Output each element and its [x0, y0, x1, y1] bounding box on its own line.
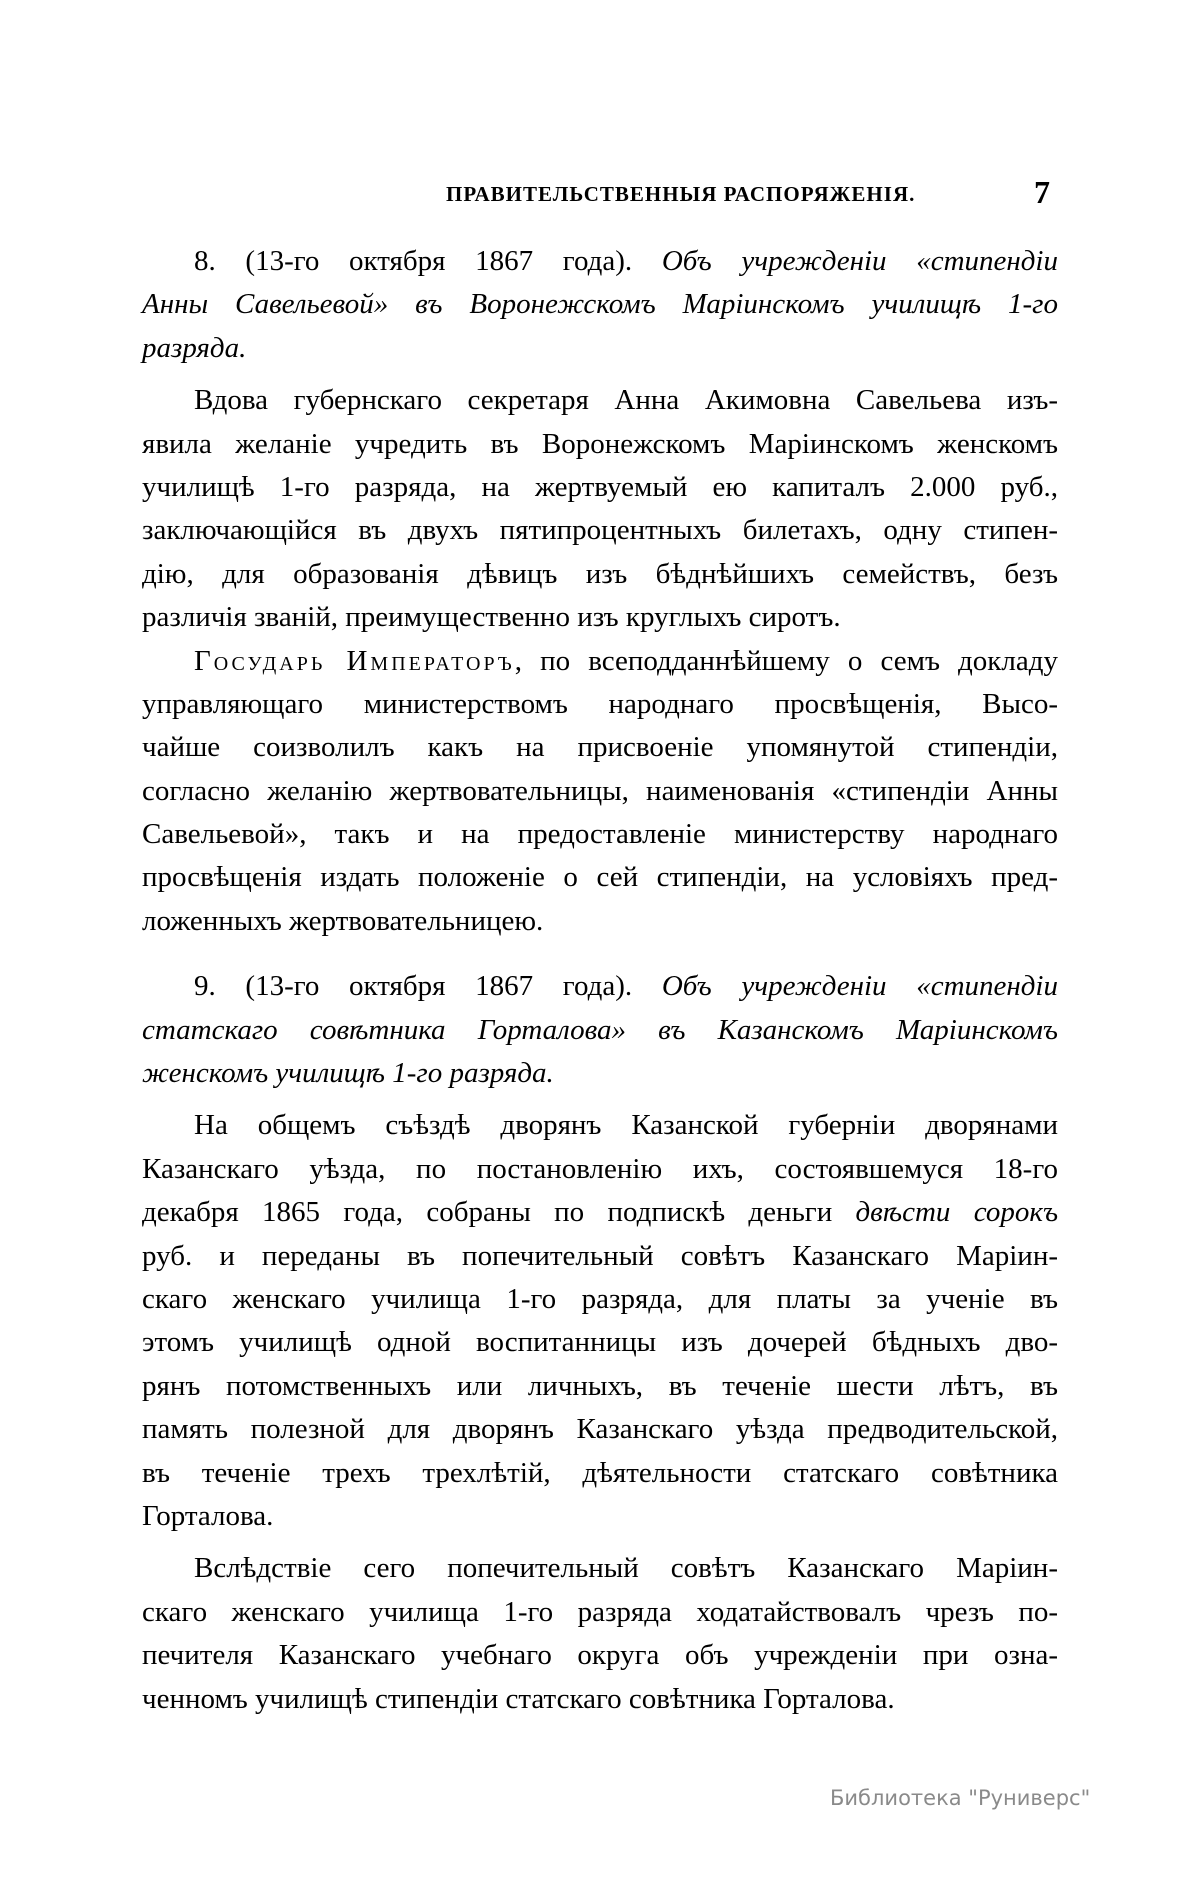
italic-text: Анны Савельевой» въ Воронежскомъ Маріинскомъ училищѣ 1-го	[142, 288, 1058, 321]
text-line	[142, 240, 1058, 283]
italic-text: женскомъ училищѣ 1-го разряда.	[142, 1057, 554, 1090]
text-segment: 8. (13-го октября 1867 года).	[194, 245, 662, 277]
body-paragraph	[142, 1547, 1058, 1721]
text-line	[142, 900, 1058, 943]
text-segment: дію, для образованія дѣвицъ изъ бѣднѣйшихъ семействъ, безъ	[142, 557, 1058, 590]
text-line	[142, 640, 1058, 683]
text-segment: Горталова.	[142, 1499, 274, 1532]
body-paragraph	[142, 640, 1058, 944]
library-watermark: Библиотека "Руниверс"	[830, 1786, 1091, 1810]
text-column	[142, 240, 1058, 1721]
text-segment: управляющаго министерствомъ народнаго просвѣщенія, Высо-	[142, 687, 1058, 720]
text-segment: 9. (13-го октября 1867 года).	[194, 970, 662, 1003]
italic-text: Объ учрежденіи «стипендіи	[661, 970, 1058, 1003]
text-segment: этомъ училищѣ одной воспитанницы изъ дочерей бѣдныхъ дво-	[142, 1326, 1058, 1359]
decree-heading	[142, 240, 1058, 370]
italic-text: Объ учрежденіи «стипендіи	[661, 245, 1058, 277]
text-segment: рянъ потомственныхъ или личныхъ, въ теченіе шести лѣтъ, въ	[142, 1369, 1058, 1402]
text-segment: скаго женскаго училища 1-го разряда ходатайствовалъ чрезъ по-	[142, 1595, 1058, 1628]
text-line	[142, 1547, 1058, 1590]
text-line	[142, 1052, 1058, 1095]
text-line	[142, 1321, 1058, 1364]
text-segment: скаго женскаго училища 1-го разряда, для платы за ученіе въ	[142, 1282, 1058, 1315]
text-segment: въ теченіе трехъ трехлѣтій, дѣятельности статскаго совѣтника	[142, 1456, 1058, 1489]
text-line	[142, 553, 1058, 596]
text-segment: руб. и переданы въ попечительный совѣтъ Казанскаго Маріин-	[142, 1239, 1058, 1272]
text-line	[142, 856, 1058, 899]
text-line	[142, 813, 1058, 856]
text-segment: чайше соизволилъ какъ на присвоеніе упомянутой стипендіи,	[142, 731, 1058, 764]
text-segment: согласно желанію жертвовательницы, наименованія «стипендіи Анны	[142, 774, 1058, 807]
text-line	[142, 1408, 1058, 1451]
italic-text: статскаго совѣтника Горталова» въ Казанскомъ Маріинскомъ	[142, 1013, 1058, 1046]
text-line	[142, 1365, 1058, 1408]
text-segment: Вслѣдствіе сего попечительный совѣтъ Казанскаго Маріин-	[194, 1552, 1058, 1585]
text-segment: Савельевой», такъ и на предоставленіе министерству народнаго	[142, 818, 1058, 851]
page-number: 7	[1034, 174, 1050, 210]
text-line	[142, 770, 1058, 813]
text-line	[142, 423, 1058, 466]
text-segment: память полезной для дворянъ Казанскаго уѣзда предводительской,	[142, 1413, 1058, 1446]
text-segment: различія званій, преимущественно изъ круглыхъ сиротъ.	[142, 601, 841, 634]
text-line	[142, 1104, 1058, 1147]
text-segment: Государь Императоръ	[194, 644, 515, 677]
text-segment: Казанскаго уѣзда, по постановленію ихъ, состоявшемуся 18-го	[142, 1152, 1058, 1185]
italic-text: двѣсти сорокъ	[855, 1196, 1058, 1229]
text-line	[142, 1591, 1058, 1634]
text-line	[142, 1148, 1058, 1191]
text-line	[142, 1452, 1058, 1495]
body-paragraph	[142, 1104, 1058, 1538]
text-line	[142, 965, 1058, 1008]
text-segment: ложенныхъ жертвовательницею.	[142, 904, 544, 937]
text-line	[142, 1495, 1058, 1538]
italic-text: разряда.	[142, 331, 247, 364]
text-line	[142, 1278, 1058, 1321]
text-segment: явила желаніе учредить въ Воронежскомъ Маріинскомъ женскомъ	[142, 427, 1058, 460]
text-line	[142, 509, 1058, 552]
text-line	[142, 1678, 1058, 1721]
text-line	[142, 726, 1058, 769]
running-head	[142, 176, 1058, 216]
text-segment: Вдова губернскаго секретаря Анна Акимовна Савельева изъ-	[194, 384, 1058, 417]
text-segment: просвѣщенія издать положеніе о сей стипендіи, на условіяхъ пред-	[142, 861, 1058, 894]
text-line	[142, 1191, 1058, 1234]
text-line	[142, 1009, 1058, 1052]
running-title: ПРАВИТЕЛЬСТВЕННЫЯ РАСПОРЯЖЕНІЯ.	[446, 182, 916, 206]
text-line	[142, 1235, 1058, 1278]
text-line	[142, 379, 1058, 422]
text-line	[142, 283, 1058, 326]
text-segment: На общемъ съѣздѣ дворянъ Казанской губерніи дворянами	[194, 1109, 1058, 1142]
text-segment: ченномъ училищѣ стипендіи статскаго совѣтника Горталова.	[142, 1682, 895, 1715]
text-segment: , по всеподданнѣйшему о семъ докладу	[514, 644, 1058, 677]
text-line	[142, 466, 1058, 509]
decree-heading	[142, 965, 1058, 1095]
text-segment: заключающійся въ двухъ пятипроцентныхъ билетахъ, одну стипен-	[142, 514, 1058, 547]
text-segment: декабря 1865 года, собраны по подпискѣ деньги	[142, 1196, 856, 1229]
text-segment: печителя Казанскаго учебнаго округа объ учрежденіи при озна-	[142, 1639, 1058, 1672]
text-line	[142, 596, 1058, 639]
text-line	[142, 1634, 1058, 1677]
text-line	[142, 683, 1058, 726]
body-paragraph	[142, 379, 1058, 639]
text-segment: училищѣ 1-го разряда, на жертвуемый ею капиталъ 2.000 руб.,	[142, 470, 1058, 503]
text-line	[142, 327, 1058, 370]
